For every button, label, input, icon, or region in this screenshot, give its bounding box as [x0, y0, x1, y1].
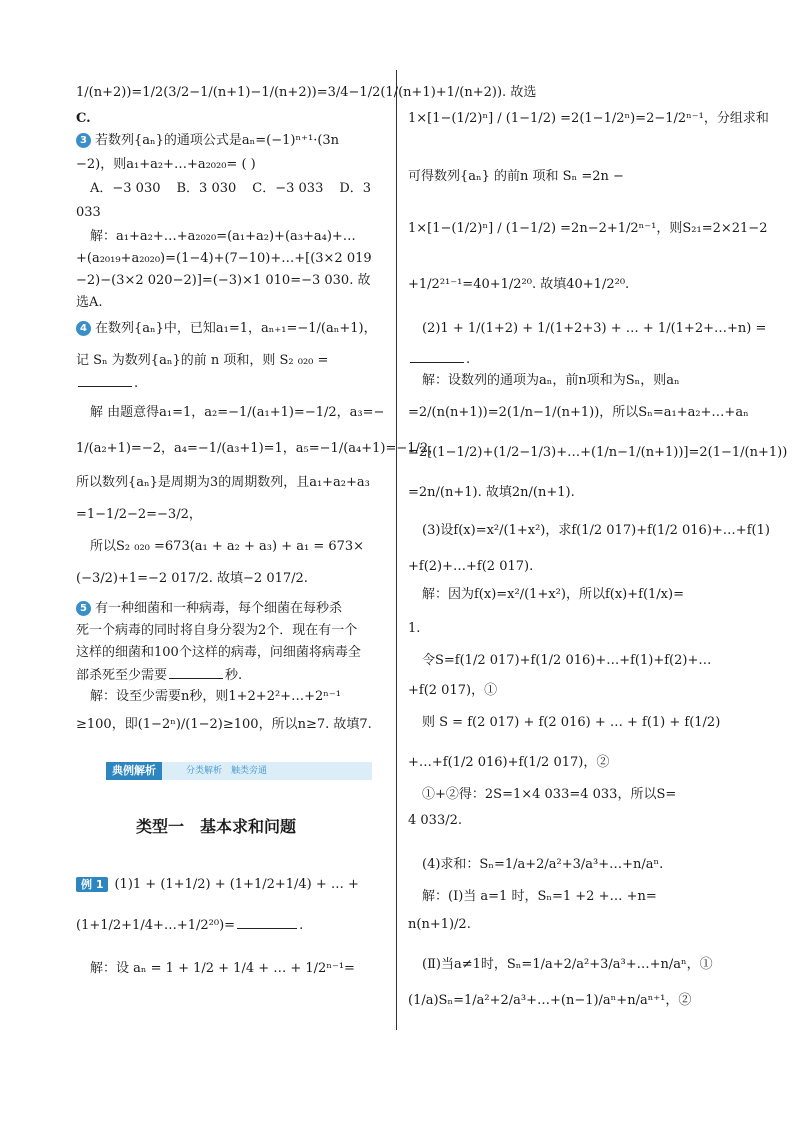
text-line: +…+f(1/2 016)+f(1/2 017)，② — [408, 755, 610, 770]
text-line: ≥100，即(1−2ⁿ)/(1−2)≥100，所以n≥7. 故填7. — [76, 717, 372, 732]
option-d: D．3 — [339, 181, 372, 196]
text-line: =2/(n(n+1))=2(1/n−1/(n+1))，所以Sₙ=a₁+a₂+…+aₙ — [408, 405, 749, 420]
text-line: 1/(n+2))=1/2(3/2−1/(n+1)−1/(n+2))=3/4−1/2(1/(n+1)+1/(n+2)). 故选 — [76, 85, 537, 100]
answer-blank: . — [408, 350, 470, 369]
section-tag: 典例解析 — [106, 762, 162, 780]
text-line: 解 由题意得a₁=1，a₂=−1/(a₁+1)=−1/2，a₃=− — [90, 405, 385, 420]
text-line: 解：设 aₙ = 1 + 1/2 + 1/4 + … + 1/2ⁿ⁻¹= — [90, 961, 355, 976]
text-line: 所以S₂ ₀₂₀ =673(a₁ + a₂ + a₃) + a₁ = 673× — [90, 539, 365, 554]
text-line: =1−1/2−2=−3/2， — [76, 507, 202, 522]
text-line: 这样的细菌和100个这样的病毒，问细菌将病毒全 — [76, 645, 361, 660]
text-line: (1/a)Sₙ=1/a²+2/a³+…+(n−1)/aⁿ+n/aⁿ⁺¹，② — [408, 993, 692, 1008]
answer-blank: . — [76, 374, 138, 393]
text-line: 解：设数列的通项为aₙ，前n项和为Sₙ，则aₙ — [422, 373, 680, 388]
text-line: 解：a₁+a₂+…+a₂₀₂₀=(a₁+a₂)+(a₃+a₄)+… — [90, 229, 356, 244]
text-line: 1×[1−(1/2)ⁿ] / (1−1/2) =2n−2+1/2ⁿ⁻¹，则S₂₁=2×21−2 — [408, 221, 768, 236]
example-1: 例 1 (1)1 + (1+1/2) + (1+1/2+1/4) + … + — [76, 876, 359, 894]
options-row — [90, 180, 387, 198]
text-line: −2)−(3×2 020−2)]=(−3)×1 010=−3 030. 故 — [76, 273, 371, 288]
text-line: 记 Sₙ 为数列{aₙ}的前 n 项和，则 S₂ ₀₂₀ = — [76, 353, 329, 368]
text-line: =2[(1−1/2)+(1/2−1/3)+…+(1/n−1/(n+1))]=2(1−1/(n+1)) — [408, 445, 788, 460]
section-subtitle: 分类解析 触类旁通 — [186, 766, 268, 776]
option-a: A．−3 030 — [90, 181, 161, 196]
text-line: (−3/2)+1=−2 017/2. 故填−2 017/2. — [76, 571, 308, 586]
question-3: 3 若数列{aₙ}的通项公式是aₙ=(−1)ⁿ⁺¹·(3n — [76, 132, 339, 150]
text-line: 则 S = f(2 017) + f(2 016) + … + f(1) + f(1/2) — [422, 715, 721, 730]
text-line: 解：设至少需要n秒，则1+2+2²+…+2ⁿ⁻¹ — [90, 689, 341, 704]
option-c: C．−3 033 — [252, 181, 324, 196]
text-line: 令S=f(1/2 017)+f(1/2 016)+…+f(1)+f(2)+… — [422, 653, 712, 668]
text-line: (1+1/2+1/4+…+1/2²⁰)= . — [76, 918, 304, 933]
text-line: +f(2)+…+f(2 017). — [408, 559, 534, 574]
section-header — [106, 762, 372, 780]
text-line: 解：(Ⅰ)当 a=1 时，Sₙ=1 +2 +… +n= — [422, 889, 657, 904]
text-line: (2)1 + 1/(1+2) + 1/(1+2+3) + … + 1/(1+2+…+n) = — [422, 321, 767, 336]
text-line b: =2n/(n+1). 故填2n/(n+1). — [408, 485, 575, 500]
column-divider — [396, 70, 397, 1030]
text-line: (Ⅱ)当a≠1时，Sₙ=1/a+2/a²+3/a³+…+n/aⁿ，① — [422, 957, 713, 972]
text-line: n(n+1)/2. — [408, 917, 471, 932]
text-line: 死一个病毒的同时将自身分裂为2个．现在有一个 — [76, 623, 358, 638]
text-line: 033 — [76, 205, 101, 220]
text-line: +f(2 017)，① — [408, 683, 498, 698]
text-line: −2)，则a₁+a₂+…+a₂₀₂₀= ( ) — [76, 157, 256, 172]
question-number-badge: 4 — [76, 321, 91, 336]
text-line: 解：因为f(x)=x²/(1+x²)，所以f(x)+f(1/x)= — [422, 587, 684, 602]
text-line: 选A. — [76, 295, 103, 310]
text-line: 可得数列{aₙ} 的前n 项和 Sₙ =2n − — [408, 169, 624, 184]
option-b: B．3 030 — [176, 181, 237, 196]
question-4: 4 在数列{aₙ}中，已知a₁=1，aₙ₊₁=−1/(aₙ+1)， — [76, 320, 377, 338]
text-line: +1/2²¹⁻¹=40+1/2²⁰. 故填40+1/2²⁰. — [408, 277, 630, 292]
text-line: (4)求和：Sₙ=1/a+2/a²+3/a³+…+n/aⁿ. — [422, 857, 664, 872]
text-line: 4 033/2. — [408, 813, 462, 828]
text-line: (3)设f(x)=x²/(1+x²)，求f(1/2 017)+f(1/2 016)+…+f(1) — [422, 523, 770, 538]
type-title: 类型一 基本求和问题 — [136, 817, 297, 836]
text-line: +(a₂₀₁₉+a₂₀₂₀)=(1−4)+(7−10)+…+[(3×2 019 — [76, 251, 372, 266]
text-line: 部杀死至少需要 秒. — [76, 668, 243, 683]
question-number-badge: 5 — [76, 601, 91, 616]
example-tag: 例 1 — [76, 877, 108, 892]
text-line: C. — [76, 111, 91, 126]
text-line: 1×[1−(1/2)ⁿ] / (1−1/2) =2(1−1/2ⁿ)=2−1/2ⁿ⁻¹，分组求和 — [408, 111, 769, 126]
question-number-badge: 3 — [76, 133, 91, 148]
question-5: 5 有一种细菌和一种病毒，每个细菌在每秒杀 — [76, 600, 342, 618]
text-line: 1/(a₂+1)=−2，a₄=−1/(a₃+1)=1，a₅=−1/(a₄+1)=−1/2， — [76, 441, 442, 456]
text-line: 1. — [408, 621, 421, 636]
text-line: ①+②得：2S=1×4 033=4 033，所以S= — [422, 787, 677, 802]
text-line: 所以数列{aₙ}是周期为3的周期数列，且a₁+a₂+a₃ — [76, 475, 370, 490]
